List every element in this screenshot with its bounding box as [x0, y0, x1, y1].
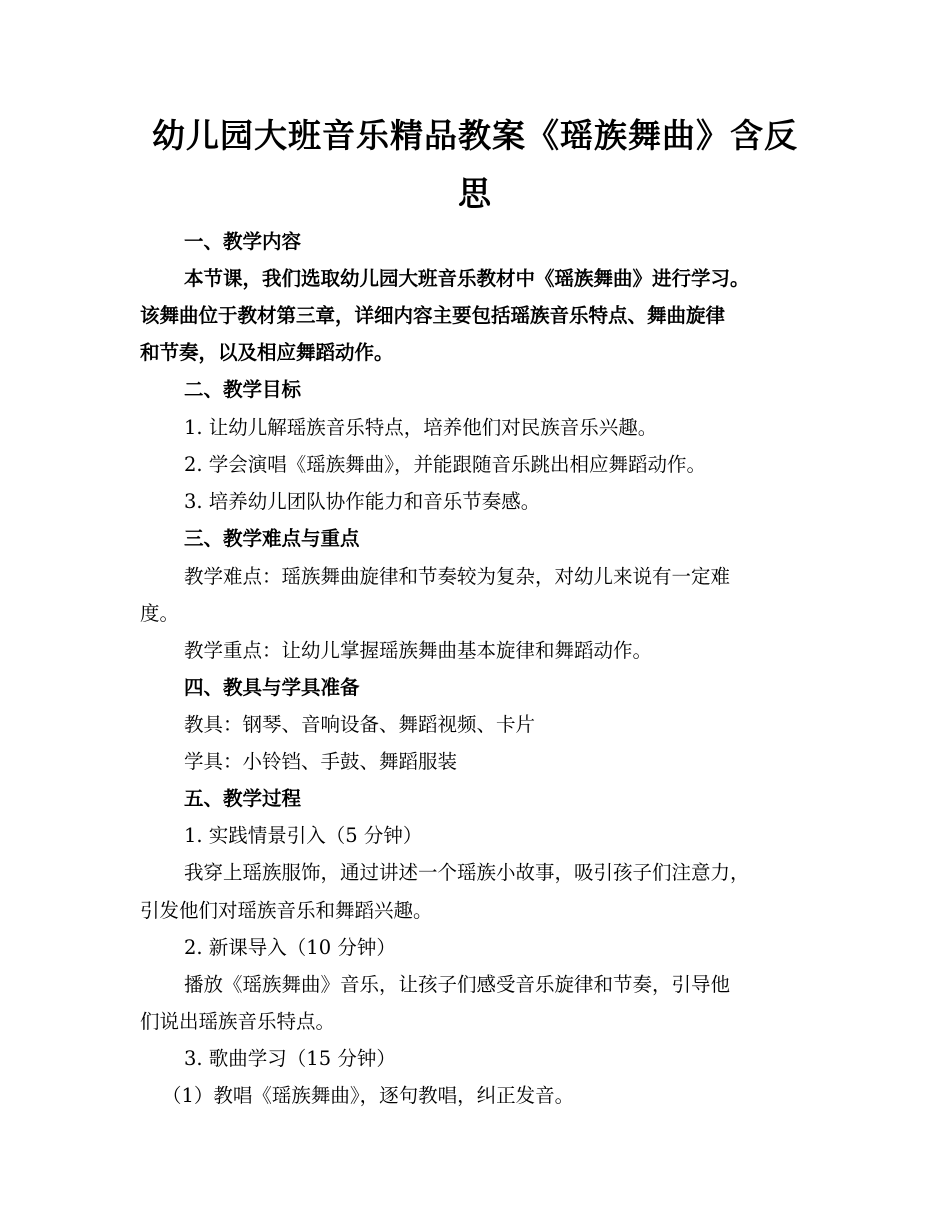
materials-line: 学具：小铃铛、手鼓、舞蹈服装 — [184, 750, 458, 773]
process-text: 我穿上瑶族服饰，通过讲述一个瑶族小故事，吸引孩子们注意力， — [184, 861, 750, 884]
difficulty-line: 度。 — [140, 602, 180, 625]
document-title-line-2: 思 — [458, 174, 492, 213]
process-text: 引发他们对瑶族音乐和舞蹈兴趣。 — [140, 899, 433, 922]
section-heading-goals: 二、教学目标 — [184, 378, 302, 401]
section-heading-difficulty: 三、教学难点与重点 — [184, 527, 360, 550]
process-text: 们说出瑶族音乐特点。 — [140, 1010, 336, 1033]
focus-line: 教学重点：让幼儿掌握瑶族舞曲基本旋律和舞蹈动作。 — [184, 639, 653, 662]
goal-item: 3. 培养幼儿团队协作能力和音乐节奏感。 — [184, 490, 541, 513]
process-step: 2. 新课导入（10 分钟） — [184, 936, 396, 959]
process-substep: （1）教唱《瑶族舞曲》，逐句教唱，纠正发音。 — [162, 1084, 575, 1107]
section-heading-content: 一、教学内容 — [184, 230, 302, 253]
tools-line: 教具：钢琴、音响设备、舞蹈视频、卡片 — [184, 713, 536, 736]
section-heading-process: 五、教学过程 — [184, 787, 302, 810]
document-title-line-1: 幼儿园大班音乐精品教案《瑶族舞曲》含反 — [152, 116, 798, 155]
goal-item: 1. 让幼儿解瑶族音乐特点，培养他们对民族音乐兴趣。 — [184, 416, 658, 439]
process-text: 播放《瑶族舞曲》音乐，让孩子们感受音乐旋律和节奏，引导他 — [184, 973, 731, 996]
process-step: 3. 歌曲学习（15 分钟） — [184, 1047, 396, 1070]
goal-item: 2. 学会演唱《瑶族舞曲》，并能跟随音乐跳出相应舞蹈动作。 — [184, 453, 707, 476]
process-step: 1. 实践情景引入（5 分钟） — [184, 824, 423, 847]
paragraph-line: 本节课，我们选取幼儿园大班音乐教材中《瑶族舞曲》进行学习。 — [184, 267, 750, 290]
paragraph-line: 该舞曲位于教材第三章，详细内容主要包括瑶族音乐特点、舞曲旋律 — [140, 304, 726, 327]
difficulty-line: 教学难点：瑶族舞曲旋律和节奏较为复杂，对幼儿来说有一定难 — [184, 565, 731, 588]
section-heading-tools: 四、教具与学具准备 — [184, 676, 360, 699]
paragraph-line: 和节奏，以及相应舞蹈动作。 — [140, 341, 394, 364]
